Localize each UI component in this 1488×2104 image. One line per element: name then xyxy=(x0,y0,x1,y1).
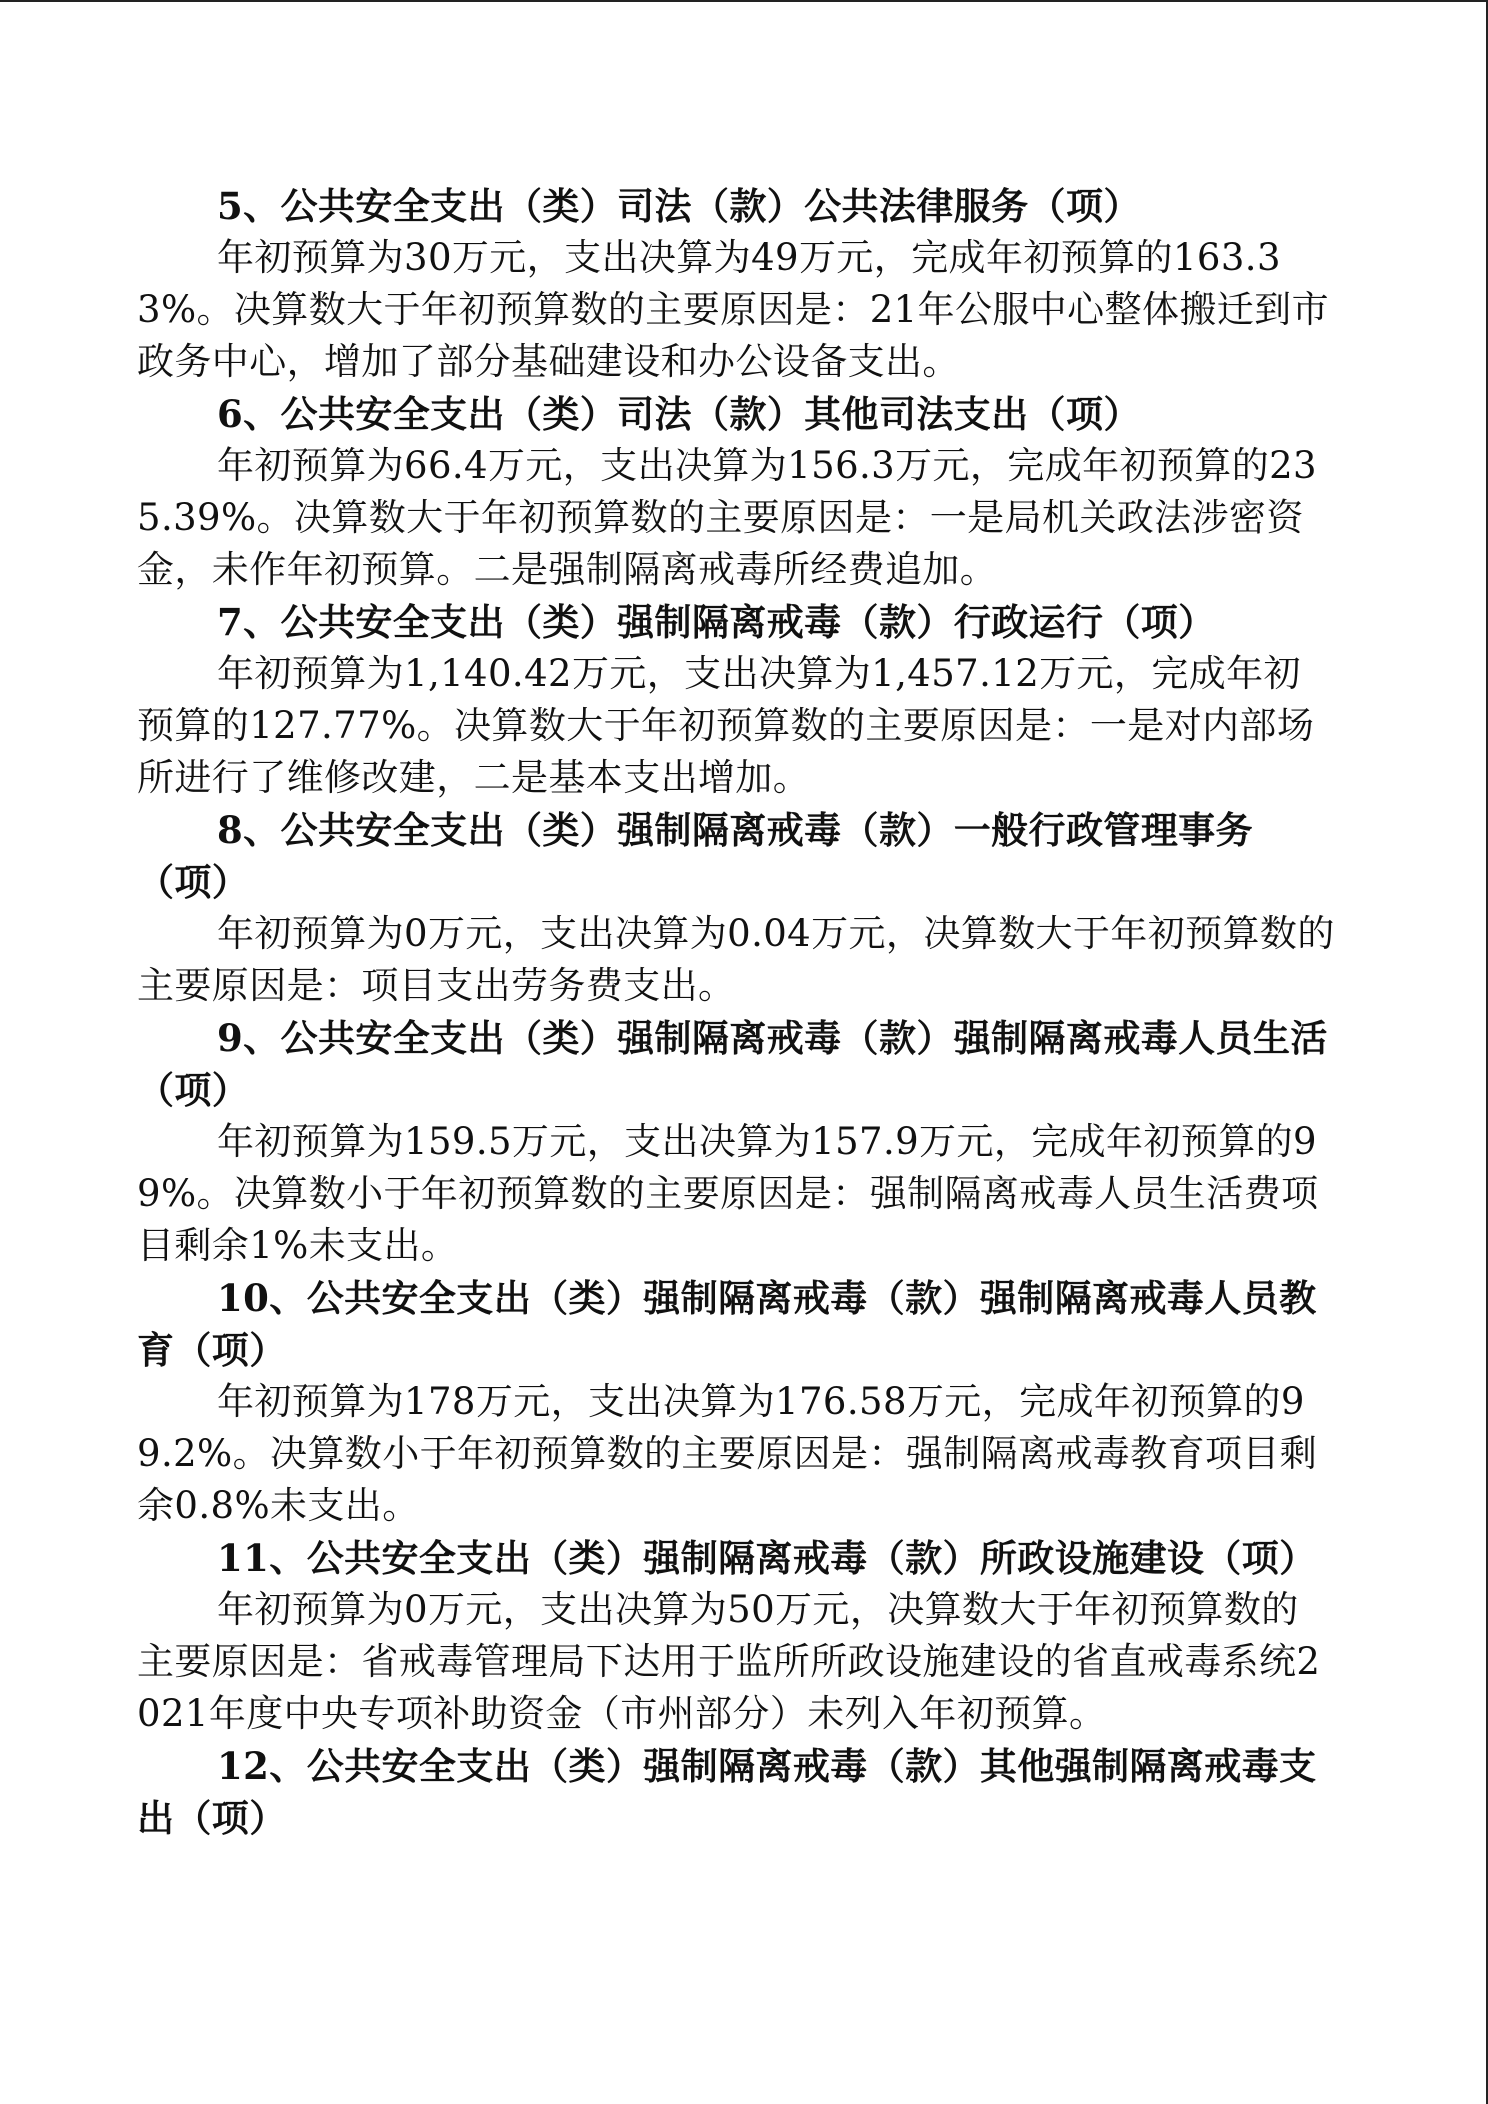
section-body-8: 年初预算为0万元，支出决算为0.04万元，决算数大于年初预算数的主要原因是：项目支出劳务费支出。 xyxy=(137,912,1335,1007)
page-border-top xyxy=(0,0,1488,2)
section-body-5: 年初预算为30万元，支出决算为49万元，完成年初预算的163.33%。决算数大于年初预算数的主要原因是：21年公服中心整体搬迁到市政务中心，增加了部分基础建设和办公设备支出。 xyxy=(137,236,1329,383)
section-body-9: 年初预算为159.5万元，支出决算为157.9万元，完成年初预算的99%。决算数小于年初预算数的主要原因是：强制隔离戒毒人员生活费项目剩余1%未支出。 xyxy=(137,1120,1319,1267)
section-heading-11: 11、公共安全支出（类）强制隔离戒毒（款）所政设施建设（项） xyxy=(217,1536,1317,1580)
section-heading-6: 6、公共安全支出（类）司法（款）其他司法支出（项） xyxy=(217,392,1141,436)
document-body xyxy=(137,180,1335,1844)
section-body-10: 年初预算为178万元，支出决算为176.58万元，完成年初预算的99.2%。决算数小于年初预算数的主要原因是：强制隔离戒毒教育项目剩余0.8%未支出。 xyxy=(137,1380,1318,1527)
section-body-11: 年初预算为0万元，支出决算为50万元，决算数大于年初预算数的主要原因是：省戒毒管理局下达用于监所所政设施建设的省直戒毒系统2021年度中央专项补助资金（市州部分）未列入年初预算。 xyxy=(137,1588,1321,1735)
section-heading-9: 9、公共安全支出（类）强制隔离戒毒（款）强制隔离戒毒人员生活（项） xyxy=(137,1016,1328,1112)
section-heading-8: 8、公共安全支出（类）强制隔离戒毒（款）一般行政管理事务（项） xyxy=(137,808,1253,904)
section-heading-10: 10、公共安全支出（类）强制隔离戒毒（款）强制隔离戒毒人员教育（项） xyxy=(137,1276,1317,1372)
section-heading-7: 7、公共安全支出（类）强制隔离戒毒（款）行政运行（项） xyxy=(217,600,1216,644)
section-heading-5: 5、公共安全支出（类）司法（款）公共法律服务（项） xyxy=(217,184,1141,228)
section-body-6: 年初预算为66.4万元，支出决算为156.3万元，完成年初预算的235.39%。决算数大于年初预算数的主要原因是：一是局机关政法涉密资金，未作年初预算。二是强制隔离戒毒所经费追加。 xyxy=(137,444,1317,591)
section-body-7: 年初预算为1,140.42万元，支出决算为1,457.12万元，完成年初预算的127.77%。决算数大于年初预算数的主要原因是：一是对内部场所进行了维修改建，二是基本支出增加。 xyxy=(137,652,1315,799)
section-heading-12: 12、公共安全支出（类）强制隔离戒毒（款）其他强制隔离戒毒支出（项） xyxy=(137,1744,1317,1840)
